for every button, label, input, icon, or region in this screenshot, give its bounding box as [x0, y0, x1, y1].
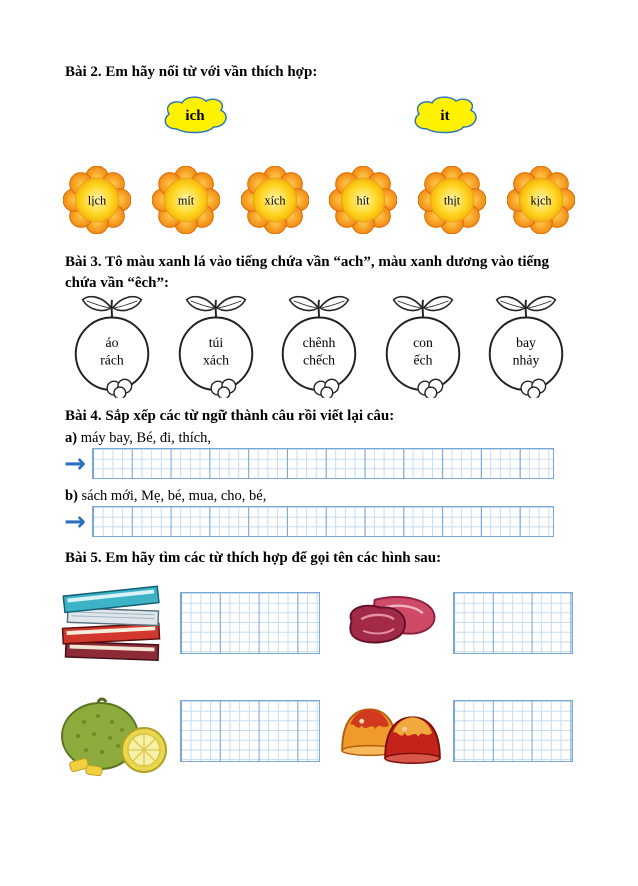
fruit-label-line2: rách — [100, 352, 124, 368]
flower-word[interactable] — [241, 166, 309, 234]
orange-word[interactable] — [270, 288, 368, 398]
flower-word[interactable] — [329, 166, 397, 234]
bai2-title: Bài 2. Em hãy nối từ với vần thích hợp: — [65, 64, 318, 80]
fruit-label-line1: túi — [208, 334, 223, 350]
orange-word[interactable] — [374, 288, 472, 398]
flower-label: kịch — [530, 193, 552, 208]
orange-row — [63, 288, 575, 398]
flower-label: lịch — [87, 193, 107, 208]
jelly-image — [336, 688, 446, 772]
fruit-label-line2: chếch — [303, 352, 335, 368]
fruit-label-line2: ếch — [412, 352, 433, 368]
bai4-title: Bài 4. Sắp xếp các từ ngữ thành câu rồi viết lại câu: — [65, 408, 395, 424]
bai4-item-b — [65, 488, 266, 505]
answer-grid-fruit[interactable] — [180, 700, 320, 762]
orange-word[interactable] — [63, 288, 161, 398]
bai3-title: Bài 3. Tô màu xanh lá vào tiếng chứa vần “ach”, màu xanh dương vào tiếng chứa vần “êch”: — [65, 254, 550, 291]
answer-grid-books[interactable] — [180, 592, 320, 654]
arrow-right-icon: → — [64, 506, 86, 537]
arrow-right-icon: → — [64, 448, 86, 479]
flower-label: hít — [356, 193, 370, 208]
rhyme-cloud-it[interactable] — [408, 92, 482, 138]
flower-row — [63, 166, 575, 234]
flower-word[interactable] — [63, 166, 131, 234]
item-prefix: b) — [65, 488, 78, 504]
bai5-title: Bài 5. Em hãy tìm các từ thích hợp để gọi tên các hình sau: — [65, 550, 442, 566]
meat-image — [342, 592, 442, 656]
fruit-label-line1: áo — [105, 334, 119, 350]
answer-row-b — [63, 506, 554, 537]
rhyme-label: ich — [185, 108, 205, 124]
bai4-item-a — [65, 430, 211, 447]
item-words: sách mới, Mẹ, bé, mua, cho, bé, — [77, 488, 267, 504]
flower-label: mít — [177, 193, 194, 208]
fruit-label-line1: con — [412, 334, 433, 350]
jackfruit-lemon-image — [56, 694, 172, 780]
rhyme-cloud-ich[interactable] — [158, 92, 232, 138]
answer-grid-jelly[interactable] — [453, 700, 573, 762]
flower-word[interactable] — [152, 166, 220, 234]
fruit-label-line2: xách — [202, 352, 229, 368]
item-words: máy bay, Bé, đi, thích, — [77, 430, 212, 446]
answer-grid-meat[interactable] — [453, 592, 573, 654]
item-prefix: a) — [65, 430, 78, 446]
answer-grid-a[interactable] — [92, 448, 554, 479]
orange-word[interactable] — [477, 288, 575, 398]
orange-word[interactable] — [167, 288, 265, 398]
fruit-label-line2: nhảy — [512, 352, 540, 368]
flower-word[interactable] — [418, 166, 486, 234]
books-stack-image — [58, 574, 166, 668]
fruit-label-line1: bay — [516, 334, 536, 350]
flower-label: xích — [264, 193, 286, 208]
answer-row-a — [63, 448, 554, 479]
flower-word[interactable] — [507, 166, 575, 234]
rhyme-label: it — [440, 108, 450, 124]
answer-grid-b[interactable] — [92, 506, 554, 537]
fruit-label-line1: chênh — [302, 334, 336, 350]
flower-label: thịt — [444, 193, 461, 208]
